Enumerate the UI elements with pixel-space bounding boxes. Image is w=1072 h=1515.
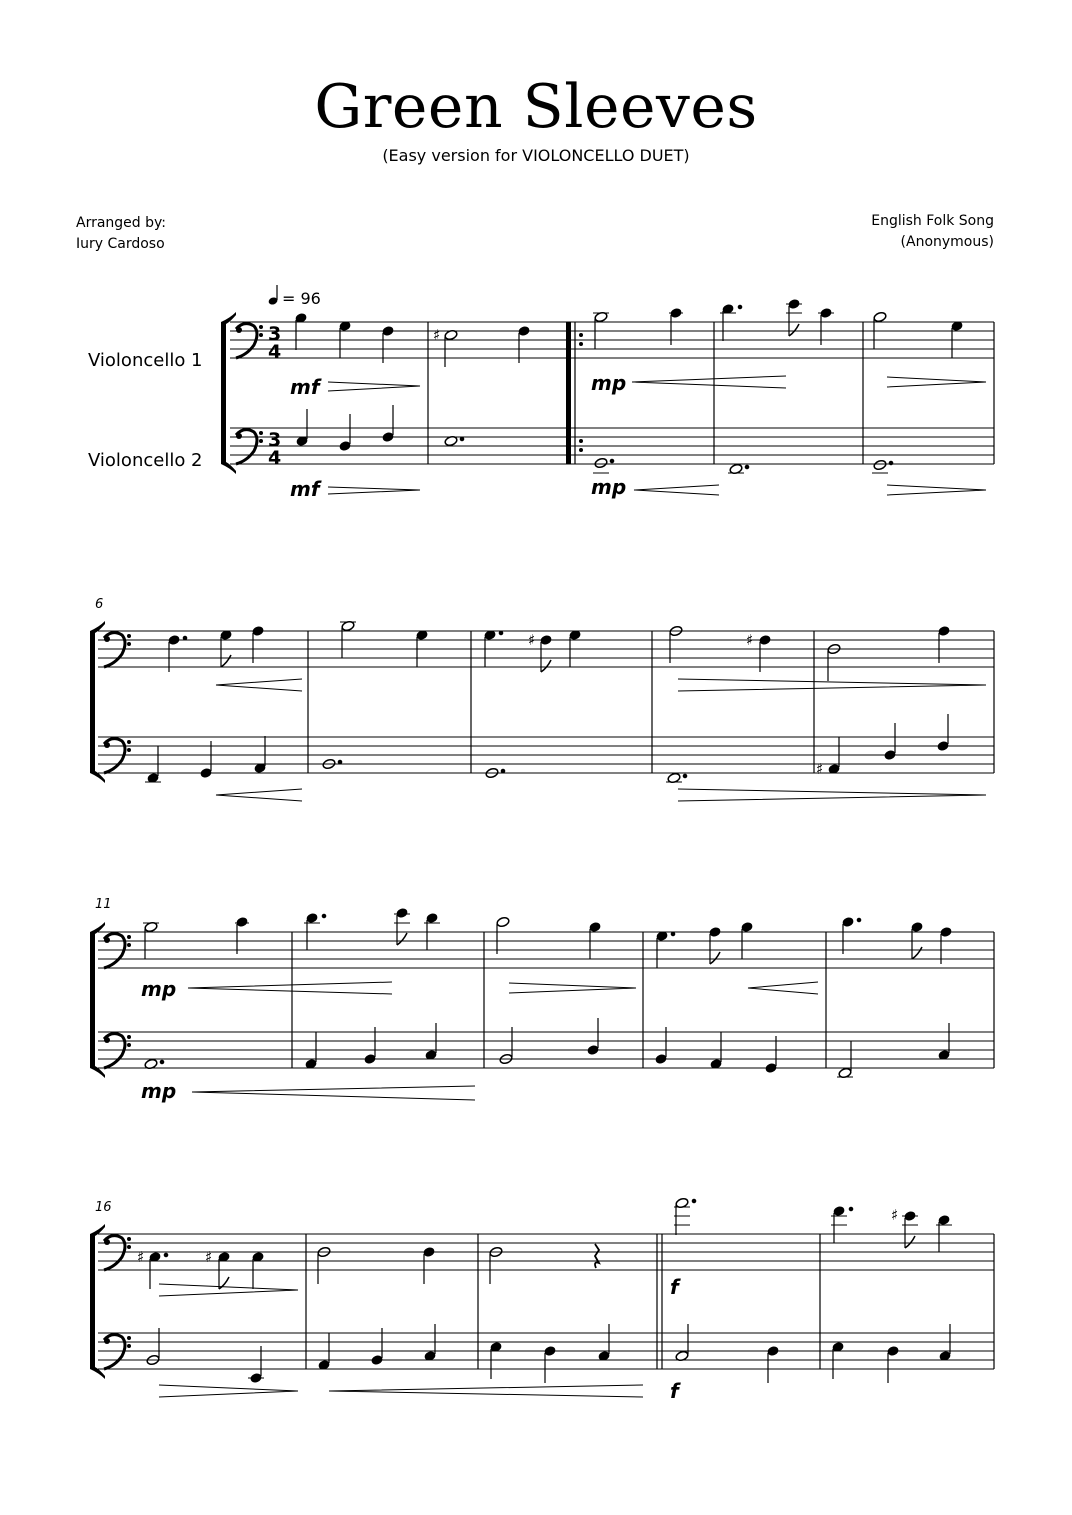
composer-line-1: English Folk Song: [871, 213, 994, 229]
arranger-label: Arranged by:: [76, 215, 167, 231]
system-bracket: [90, 621, 105, 783]
dynamic-mp: mp: [591, 475, 627, 499]
svg-text:♯: ♯: [433, 326, 441, 344]
svg-text:3: 3: [268, 323, 282, 345]
svg-text:4: 4: [268, 447, 282, 469]
time-signature: [268, 323, 281, 469]
system-bracket: [221, 312, 236, 474]
bass-clef-icon: [104, 1236, 131, 1270]
hairpins: [216, 679, 986, 801]
bass-clef-icon: [236, 430, 263, 464]
composer-line-2: (Anonymous): [900, 234, 994, 250]
bass-clef-icon: [104, 739, 131, 773]
svg-text:♯: ♯: [528, 631, 536, 649]
system-2: [90, 597, 994, 801]
page-title: Green Sleeves: [314, 72, 758, 142]
system-bracket: [90, 922, 105, 1078]
system-4: [90, 1197, 994, 1403]
measure-number: 11: [95, 897, 112, 912]
system-1: [88, 285, 994, 501]
tempo-text: = 96: [282, 289, 321, 308]
bass-clef-icon: [104, 633, 131, 667]
dynamic-f: f: [670, 1379, 679, 1403]
dynamic-mp: mp: [141, 977, 177, 1001]
repeat-start-barline: [566, 322, 583, 464]
dynamic-mp: mp: [141, 1079, 177, 1103]
hairpins: [159, 1284, 643, 1397]
measure-number: 16: [95, 1200, 112, 1215]
double-barline: [657, 1234, 662, 1369]
notes-upper: [168, 620, 950, 681]
bass-clef-icon: [104, 1335, 131, 1369]
system-bracket: [90, 1224, 105, 1379]
bass-clef-icon: [104, 934, 131, 968]
svg-text:♯: ♯: [746, 631, 754, 649]
page-subtitle: (Easy version for VIOLONCELLO DUET): [382, 146, 690, 165]
arranger-name: Iury Cardoso: [76, 236, 165, 252]
svg-text:♯: ♯: [891, 1206, 899, 1224]
hairpins: [328, 376, 986, 495]
svg-text:4: 4: [268, 341, 282, 363]
dynamic-mf: mf: [290, 375, 320, 399]
dynamic-mf: mf: [290, 477, 320, 501]
svg-text:♯: ♯: [816, 760, 824, 778]
bass-clef-icon: [104, 1034, 131, 1068]
instrument-name-1: Violoncello 1: [88, 350, 203, 371]
svg-text:♯: ♯: [137, 1248, 145, 1266]
dynamic-f: f: [670, 1275, 679, 1299]
measure-number: 6: [95, 597, 104, 612]
svg-text:♯: ♯: [205, 1248, 213, 1266]
notes-lower: [144, 1018, 950, 1079]
svg-text:3: 3: [268, 429, 282, 451]
bass-clef-icon: [236, 324, 263, 358]
system-3: [90, 897, 994, 1103]
dynamic-mp: mp: [591, 371, 627, 395]
instrument-name-2: Violoncello 2: [88, 450, 203, 471]
tempo-marking: [268, 285, 321, 308]
